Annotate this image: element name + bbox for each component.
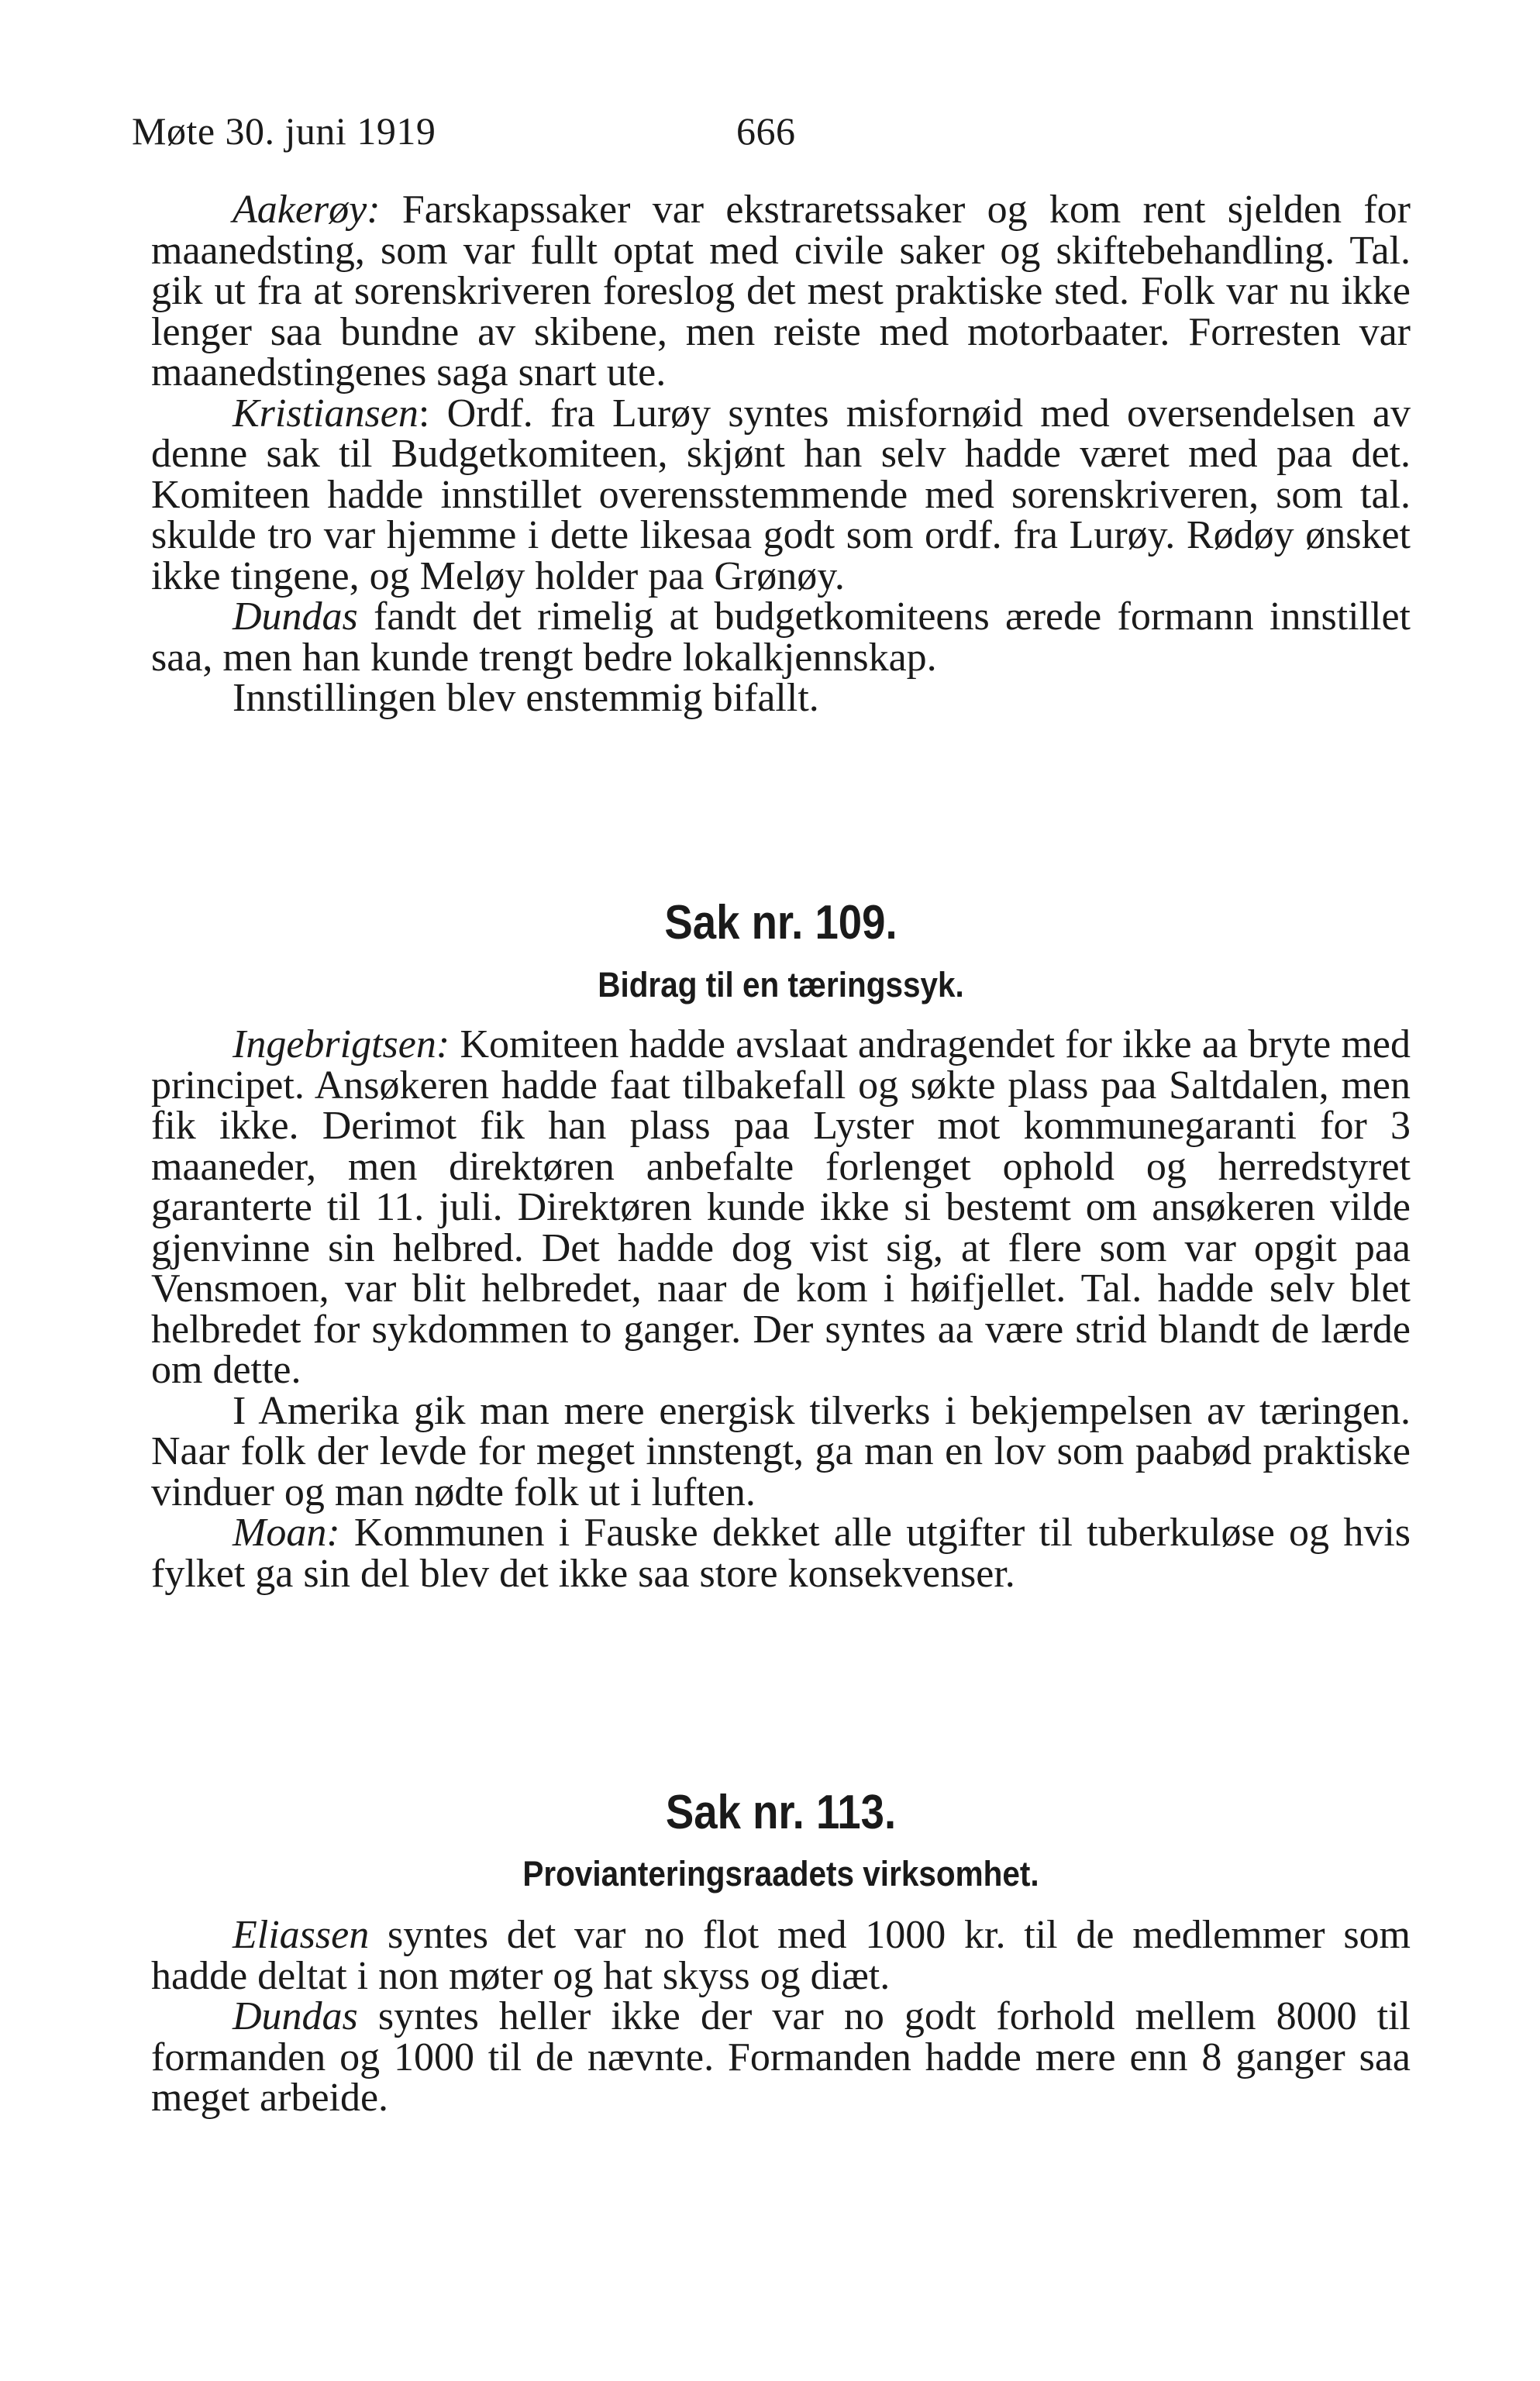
speaker-name: Ingebrigtsen: xyxy=(233,1022,450,1066)
speaker-name: Moan: xyxy=(233,1511,340,1555)
paragraph-text: I Amerika gik man mere energisk tilverks i bekjempelsen av tæringen. Naar folk der levde for meget innstengt, ga man en lov som paabød praktiske vinduer og man nødte folk ut i luften. xyxy=(151,1388,1411,1514)
section-number: Sak nr. 109. xyxy=(664,896,897,949)
intro-section xyxy=(151,190,1411,719)
paragraph xyxy=(151,190,1411,394)
paragraph xyxy=(151,1915,1411,1997)
page-number: 666 xyxy=(736,109,796,153)
paragraph xyxy=(151,391,1411,598)
paragraph-text: Farskapssaker var ekstraretssaker og kom rent sjelden for maanedsting, som var fullt optat med civile saker og skiftebehandling. Tal. gik ut fra at sorenskriveren foreslog det mest praktiske sted. Folk var nu ikke lenger saa bundne av skibene, men reiste med motorbaater. Forresten var maanedstingenes saga snart ute. xyxy=(151,188,1411,395)
paragraph xyxy=(151,1022,1411,1392)
paragraph-text: Innstillingen blev enstemmig bifallt. xyxy=(233,676,819,720)
header-date: Møte 30. juni 1919 xyxy=(132,109,436,153)
speaker-name: Kristiansen xyxy=(233,391,419,436)
paragraph xyxy=(151,1994,1411,2120)
section-title: Bidrag til en tæringssyk. xyxy=(598,965,964,1004)
paragraph xyxy=(151,1513,1411,1594)
section-number: Sak nr. 113. xyxy=(665,1786,897,1839)
speaker-name: Eliassen xyxy=(233,1913,370,1957)
paragraph xyxy=(151,678,1411,719)
paragraph-text: Komiteen hadde avslaat andragendet for ikke aa bryte med principet. Ansøkeren hadde faat tilbakefall og søkte plass paa Saltdalen, men fik ikke. Derimot fik han plass paa Lyster mot kommunegaranti for 3 maaneder, men direktøren anbefalte forlenget ophold og herredstyret garanterte til 11. juli. Direktøren kunde ikke si bestemt om ansøkeren vilde gjenvinne sin helbred. Det hadde dog vist sig, at flere som var opgit paa Vensmoen, var blit helbredet, naar de kom i høifjellet. Tal. hadde selv blet helbredet for sykdommen to ganger. Der syntes aa være strid blandt de lærde om dette. xyxy=(151,1022,1411,1392)
paragraph-text: syntes det var no flot med 1000 kr. til de medlemmer som hadde deltat i non møter og hat skyss og diæt. xyxy=(151,1913,1411,1998)
speaker-name: Dundas xyxy=(233,594,358,639)
running-head xyxy=(132,109,796,153)
paragraph xyxy=(151,1388,1411,1514)
paragraph-text: fandt det rimelig at budgetkomiteens ærede formann innstillet saa, men han kunde trengt bedre lokalkjennskap. xyxy=(151,594,1411,680)
speaker-name: Aakerøy: xyxy=(233,188,381,232)
section-title: Provianteringsraadets virksomhet. xyxy=(522,1854,1039,1893)
sak-109-section xyxy=(151,1022,1411,1596)
sak-113-section xyxy=(151,1915,1411,2119)
speaker-name: Dundas xyxy=(233,1994,358,2038)
paragraph-text: syntes heller ikke der var no godt forhold mellem 8000 til formanden og 1000 til de nævnte. Formanden hadde mere enn 8 ganger saa meget arbeide. xyxy=(151,1994,1411,2120)
paragraph-text: : Ordf. fra Lurøy syntes misfornøid med oversendelsen av denne sak til Budgetkomiteen, skjønt han selv hadde været med paa det. Komiteen hadde innstillet overensstemmende med sorenskriveren, som tal. skulde tro var hjemme i dette likesaa godt som ordf. fra Lurøy. Rødøy ønsket ikke tingene, og Meløy holder paa Grønøy. xyxy=(151,391,1411,598)
paragraph xyxy=(151,594,1411,680)
paragraph-text: Kommunen i Fauske dekket alle utgifter til tuberkuløse og hvis fylket ga sin del blev det ikke saa store konsekvenser. xyxy=(151,1511,1411,1596)
